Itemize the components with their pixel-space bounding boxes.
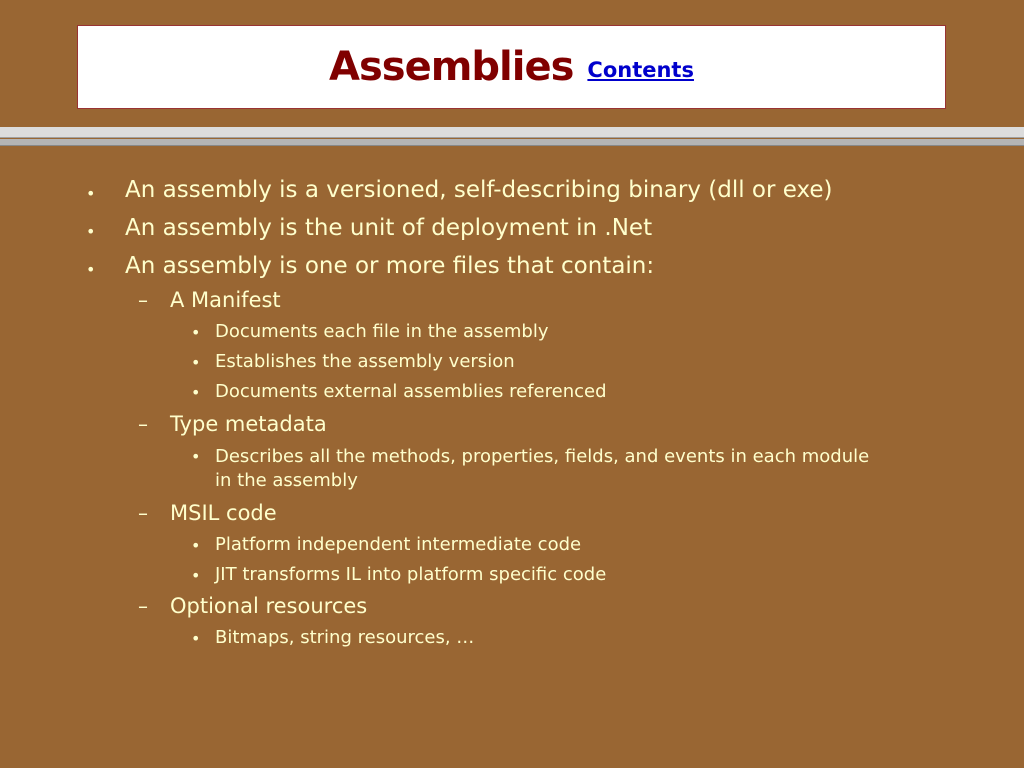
sub-bullet-marker: • — [191, 629, 201, 648]
sub-bullet-item: Describes all the methods, properties, fields, and events in each module in the assembly — [215, 446, 870, 491]
bullet-item: An assembly is the unit of deployment in .Net — [125, 215, 653, 241]
sub-bullet-marker: • — [191, 383, 201, 402]
bullet-item: An assembly is one or more files that contain: — [125, 253, 655, 279]
slide-title: Assemblies — [329, 44, 574, 90]
sub-bullet-item: Documents each file in the assembly — [215, 321, 549, 342]
dash-marker: – — [138, 594, 148, 618]
dash-marker: – — [138, 288, 148, 312]
sub-bullet-item: Bitmaps, string resources, … — [215, 627, 475, 648]
section-label: Optional resources — [170, 594, 368, 618]
sub-bullet-marker: • — [191, 353, 201, 372]
bullet-marker: • — [86, 222, 96, 241]
section-label: Type metadata — [170, 412, 327, 436]
dash-marker: – — [138, 501, 148, 525]
contents-link[interactable]: Contents — [587, 58, 694, 82]
section-label: MSIL code — [170, 501, 277, 525]
sub-bullet-marker: • — [191, 566, 201, 585]
dash-marker: – — [138, 412, 148, 436]
sub-bullet-item: Documents external assemblies referenced — [215, 381, 607, 402]
sub-bullet-item: JIT transforms IL into platform specific code — [215, 564, 607, 585]
sub-bullet-marker: • — [191, 323, 201, 342]
section-label: A Manifest — [170, 288, 281, 312]
sub-bullet-item: Platform independent intermediate code — [215, 534, 582, 555]
bullet-marker: • — [86, 260, 96, 279]
bullet-item: An assembly is a versioned, self-describing binary (dll or exe) — [125, 177, 833, 203]
bullet-marker: • — [86, 184, 96, 203]
sub-bullet-item: Establishes the assembly version — [215, 351, 515, 372]
sub-bullet-marker: • — [191, 447, 201, 466]
sub-bullet-marker: • — [191, 536, 201, 555]
